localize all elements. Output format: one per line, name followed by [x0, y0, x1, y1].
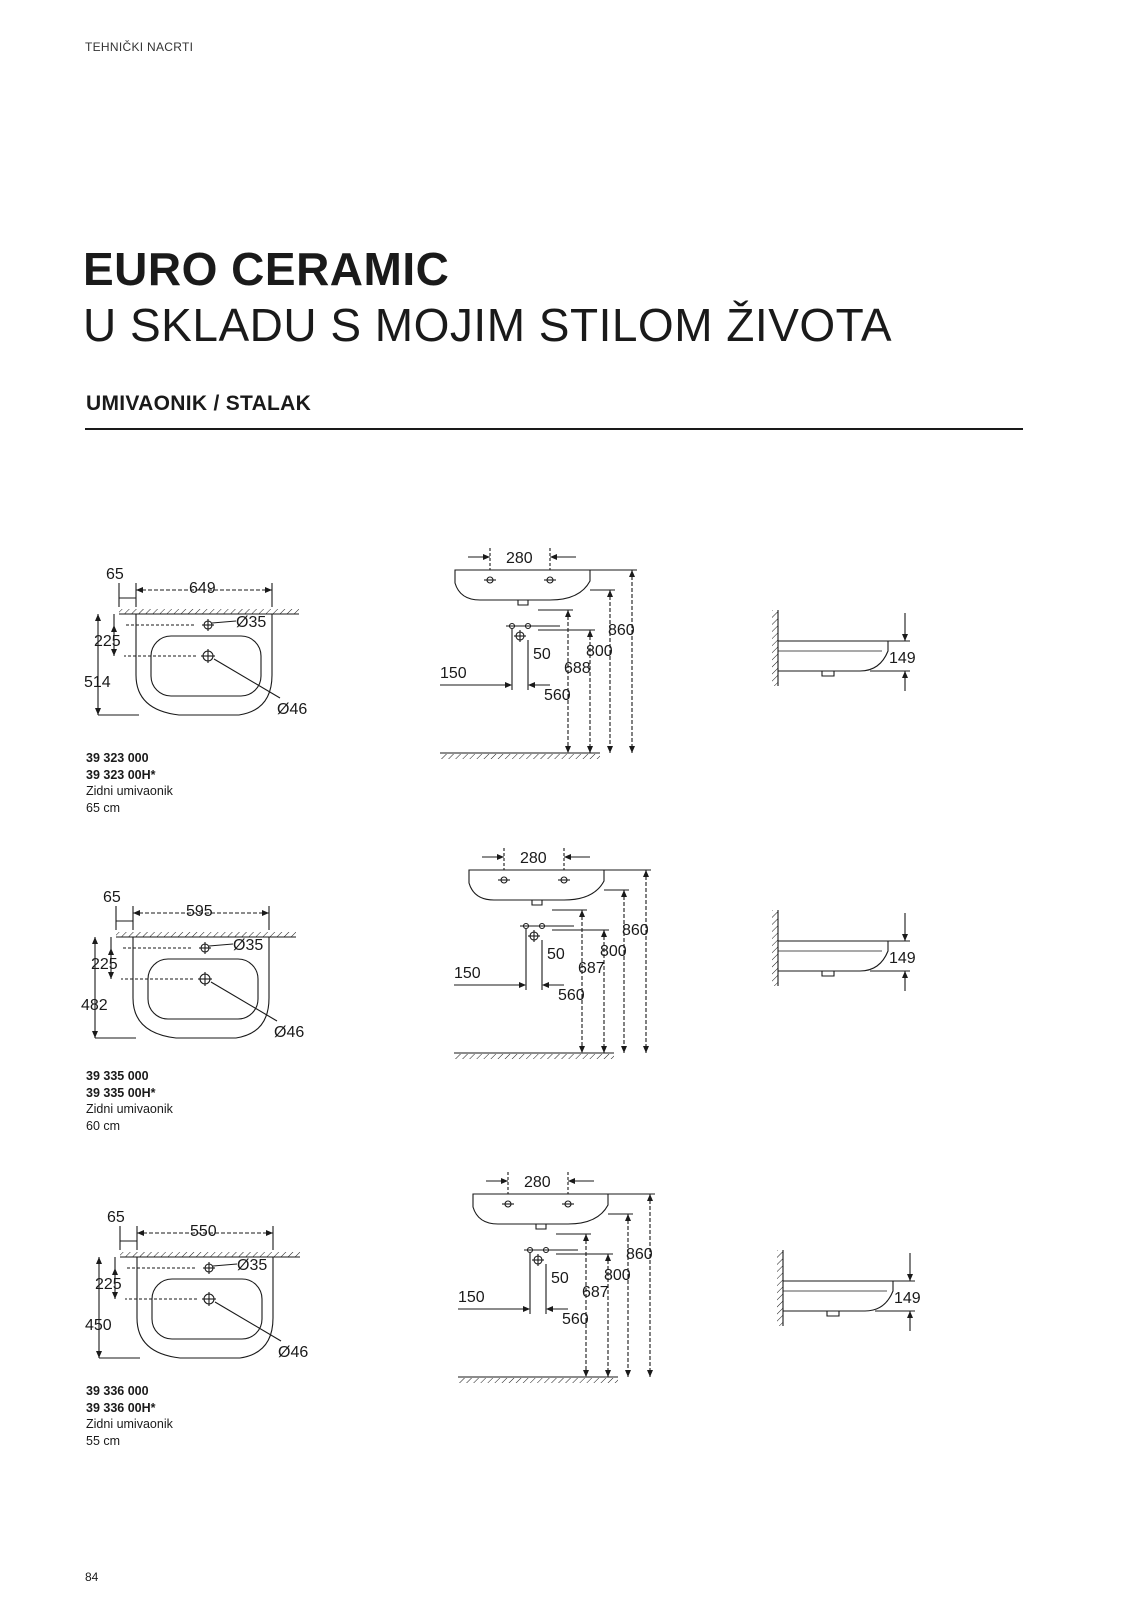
- dim-valve-spacing: 50: [547, 946, 565, 963]
- dim-width: 550: [190, 1223, 217, 1240]
- dim-h-bottom: 800: [600, 943, 627, 960]
- dim-h-valve: 560: [558, 987, 585, 1004]
- dim-overflow: Ø35: [237, 1257, 268, 1274]
- dim-valve-spacing: 50: [533, 646, 551, 663]
- dim-width: 595: [186, 903, 213, 920]
- dim-tap-dia: Ø46: [277, 701, 308, 718]
- dim-height: 149: [889, 650, 916, 667]
- dim-tap-depth: 225: [95, 1276, 122, 1293]
- top-view-drawing-3: [85, 1198, 335, 1363]
- profile-drawing-3: [775, 1245, 935, 1335]
- product-caption-3: [86, 1383, 173, 1449]
- dim-tap-dia: Ø46: [278, 1344, 309, 1361]
- product-code: 39 336 000: [86, 1384, 149, 1398]
- page-number: 84: [85, 1570, 99, 1584]
- section-divider: [85, 428, 1023, 430]
- dim-h-top: 860: [622, 922, 649, 939]
- dim-h-trap: 687: [578, 960, 605, 977]
- dim-depth: 482: [81, 997, 108, 1014]
- profile-drawing-2: [770, 905, 930, 995]
- product-code-alt: 39 323 00H*: [86, 767, 156, 782]
- product-code: 39 335 000: [86, 1069, 149, 1083]
- dim-depth: 514: [84, 674, 111, 691]
- dim-height: 149: [894, 1290, 921, 1307]
- dim-offset: 65: [106, 566, 124, 583]
- dim-h-top: 860: [608, 622, 635, 639]
- product-type: Zidni umivaonik: [86, 1102, 173, 1116]
- side-view-drawing-3: [458, 1172, 678, 1392]
- dim-overflow: Ø35: [236, 614, 267, 631]
- dim-tap-spacing: 280: [520, 850, 547, 867]
- dim-offset: 65: [103, 889, 121, 906]
- page-subtitle: U SKLADU S MOJIM STILOM ŽIVOTA: [83, 299, 893, 351]
- product-code: 39 323 000: [86, 751, 149, 765]
- dim-h-bottom: 800: [586, 643, 613, 660]
- product-caption-2: [86, 1068, 173, 1134]
- dim-h-top: 860: [626, 1246, 653, 1263]
- dim-tap-spacing: 280: [506, 550, 533, 567]
- section-subheading: UMIVAONIK / STALAK: [86, 392, 312, 415]
- dim-tap-depth: 225: [91, 956, 118, 973]
- dim-depth: 450: [85, 1317, 112, 1334]
- dim-drain-offset: 150: [454, 965, 481, 982]
- product-size: 55 cm: [86, 1433, 121, 1448]
- dim-valve-spacing: 50: [551, 1270, 569, 1287]
- top-view-drawing-1: [84, 555, 334, 720]
- side-view-drawing-1: [440, 548, 660, 768]
- dim-offset: 65: [107, 1209, 125, 1226]
- product-size: 65 cm: [86, 800, 121, 815]
- product-type: Zidni umivaonik: [86, 1417, 173, 1431]
- side-view-drawing-2: [454, 848, 674, 1068]
- dim-tap-spacing: 280: [524, 1174, 551, 1191]
- dim-tap-depth: 225: [94, 633, 121, 650]
- dim-h-trap: 688: [564, 660, 591, 677]
- dim-h-valve: 560: [544, 687, 571, 704]
- dim-drain-offset: 150: [458, 1289, 485, 1306]
- dim-h-bottom: 800: [604, 1267, 631, 1284]
- top-view-drawing-2: [81, 878, 331, 1043]
- product-size: 60 cm: [86, 1118, 121, 1133]
- dim-overflow: Ø35: [233, 937, 264, 954]
- page-title: EURO CERAMIC: [83, 243, 450, 295]
- product-code-alt: 39 336 00H*: [86, 1400, 156, 1415]
- dim-h-trap: 687: [582, 1284, 609, 1301]
- product-type: Zidni umivaonik: [86, 784, 173, 798]
- dim-h-valve: 560: [562, 1311, 589, 1328]
- dim-drain-offset: 150: [440, 665, 467, 682]
- profile-drawing-1: [770, 605, 930, 695]
- dim-width: 649: [189, 580, 216, 597]
- product-caption-1: [86, 750, 173, 816]
- dim-height: 149: [889, 950, 916, 967]
- dim-tap-dia: Ø46: [274, 1024, 305, 1041]
- product-code-alt: 39 335 00H*: [86, 1085, 156, 1100]
- section-label: TEHNIČKI NACRTI: [85, 40, 194, 54]
